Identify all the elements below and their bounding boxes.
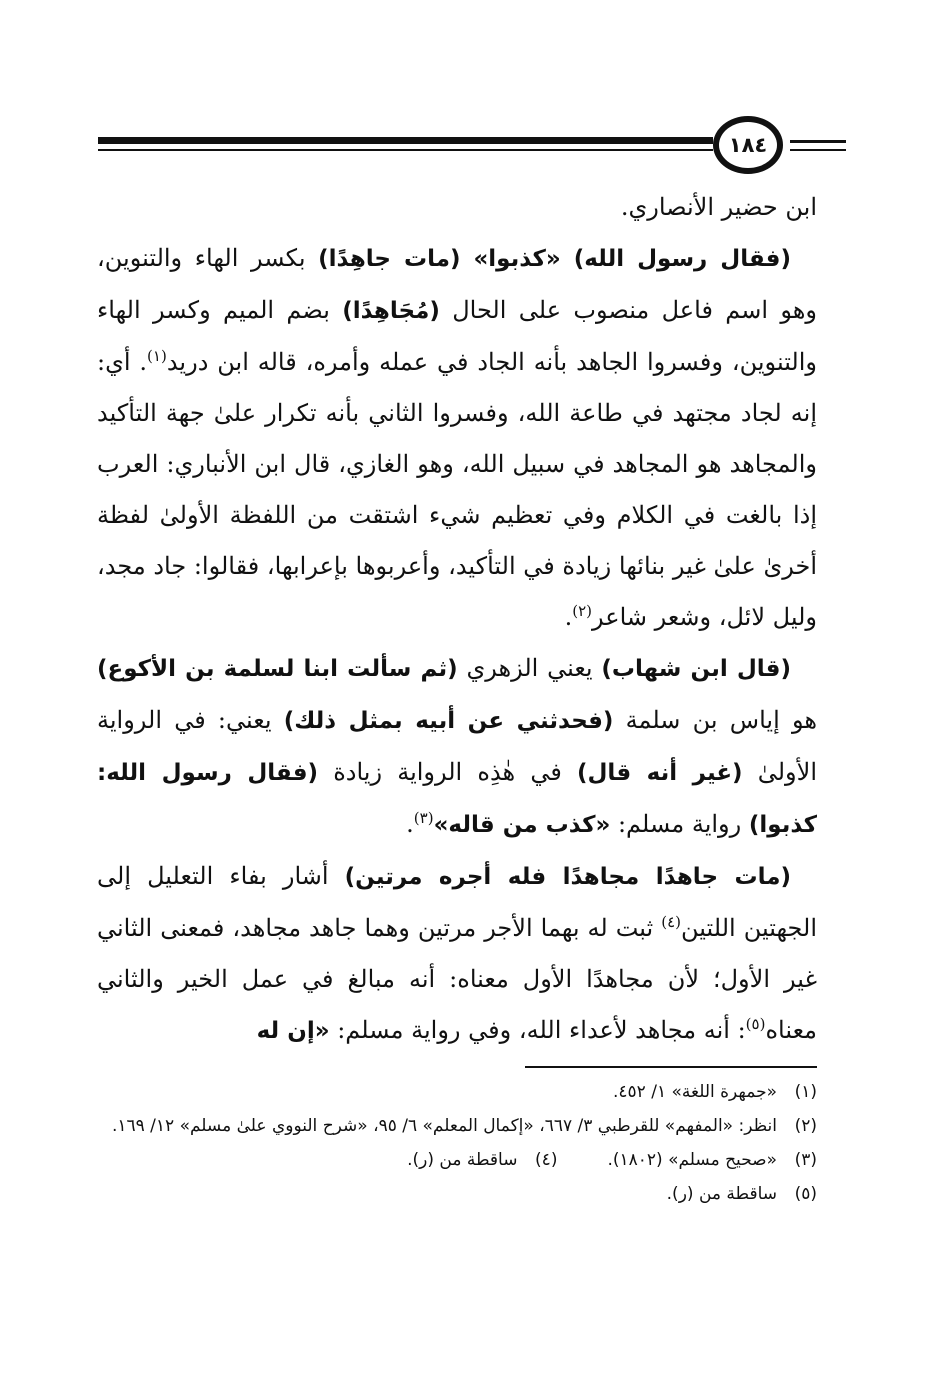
quoted-text: (ثم سألت ابنا لسلمة بن الأكوع) <box>97 656 458 682</box>
paragraph <box>97 643 817 851</box>
footnote-3-4 <box>97 1143 817 1177</box>
footnote-text: «صحيح مسلم» (١٨٠٢). <box>607 1150 777 1170</box>
quoted-text: (غير أنه قال) <box>576 760 743 786</box>
footnote-ref: (٢) <box>572 602 592 620</box>
quoted-text: (فحدثني عن أبيه بمثل ذلك) <box>283 708 614 734</box>
footnote-ref: (٣) <box>413 809 434 827</box>
text-run: . <box>406 810 414 838</box>
text-run: . أي: إنه لجاد مجتهد في طاعة الله، وفسروا الثاني بأنه تكرار علىٰ جهة التأكيد والمجاهد هو المجاهد في سبيل الله، وهو الغازي، قال ابن الأنباري: العرب إذا بالغت في الكلام وفي تعظيم شيء اشتقت من اللفظة الأولىٰ لفظة أخرىٰ علىٰ غير بنائها زيادة في التأكيد، وأعربوها بإعرابها، فقالوا: جاد مجد، وليل لائل، وشعر شاعر <box>97 348 818 631</box>
footnote-2 <box>97 1109 817 1143</box>
footnote-5 <box>97 1177 817 1211</box>
footnote-number: (٣) <box>794 1150 817 1170</box>
footnote-number: (١) <box>794 1082 817 1102</box>
header-rule-right-thin <box>790 149 846 151</box>
footnote-ref: (٤) <box>661 913 682 931</box>
footnote-text: ساقطة من (ر). <box>666 1184 777 1204</box>
text-run: ابن حضير الأنصاري. <box>620 193 817 221</box>
paragraph <box>97 182 817 233</box>
quoted-text: (مات جاهدًا مجاهدًا فله أجره مرتين) <box>344 864 792 890</box>
footnote-text: انظر: «المفهم» للقرطبي ٣/ ٦٦٧، «إكمال المعلم» ٦/ ٩٥، «شرح النووي علىٰ مسلم» ١٢/ ١٦٩. <box>111 1116 777 1136</box>
quoted-text: (فقال رسول الله: كذبوا) <box>97 760 817 838</box>
page-number <box>713 116 783 174</box>
footnote-number: (٤) <box>535 1150 558 1170</box>
text-run: يعني الزهري <box>457 654 602 682</box>
footnote-3 <box>607 1143 817 1177</box>
text-run: هو إياس بن سلمة <box>613 706 817 734</box>
footnote-text: «جمهرة اللغة» ١/ ٤٥٢. <box>612 1082 777 1102</box>
text-run: : أنه مجاهد لأعداء الله، وفي رواية مسلم: <box>329 1016 746 1044</box>
quoted-text: (فقال رسول الله) «كذبوا» (مات جاهِدًا) <box>318 246 791 272</box>
footnotes <box>97 1075 817 1211</box>
paragraph <box>97 851 817 1057</box>
header-rule <box>98 137 713 144</box>
text-run: أشار بفاء التعليل إلى الجهتين اللتين <box>97 862 817 942</box>
body-text <box>97 182 817 1057</box>
footnote-number: (٢) <box>794 1116 817 1136</box>
paragraph <box>97 233 817 643</box>
text-run: في هٰذِه الرواية زيادة <box>318 758 577 786</box>
quoted-text: (قال ابن شهاب) <box>601 656 791 682</box>
footnote-1 <box>97 1075 817 1109</box>
text-run: يعني: في الرواية الأولىٰ <box>97 706 817 786</box>
quoted-text: «إن له <box>256 1018 330 1044</box>
text-run: . <box>564 603 573 631</box>
header-rule-thin <box>98 149 713 151</box>
footnote-rule <box>525 1066 817 1068</box>
footnote-4 <box>407 1143 557 1177</box>
footnote-text: ساقطة من (ر). <box>407 1150 518 1170</box>
page-number-text: ١٨٤ <box>728 133 768 157</box>
quoted-text: (مُجَاهِدًا) <box>342 298 440 324</box>
footnote-number: (٥) <box>794 1184 817 1204</box>
text-run: بكسر الهاء والتنوين، وهو اسم فاعل منصوب على الحال <box>97 244 818 324</box>
header-rule-right <box>790 140 846 143</box>
text-run: ثبت له بهما الأجر مرتين وهما جاهد مجاهد، فمعنى الثاني غير الأول؛ لأن مجاهدًا الأول معناه: أنه مبالغ في عمل الخير والثاني معناه <box>97 914 817 1044</box>
text-run: رواية مسلم: <box>610 810 749 838</box>
quoted-text: «كذب من قاله» <box>433 812 611 838</box>
footnote-ref: (٥) <box>745 1015 766 1033</box>
text-run: بضم الميم وكسر الهاء والتنوين، وفسروا الجاهد بأنه الجاد في عمله وأمره، قاله ابن دريد <box>97 296 818 376</box>
footnote-ref: (١) <box>147 347 167 365</box>
